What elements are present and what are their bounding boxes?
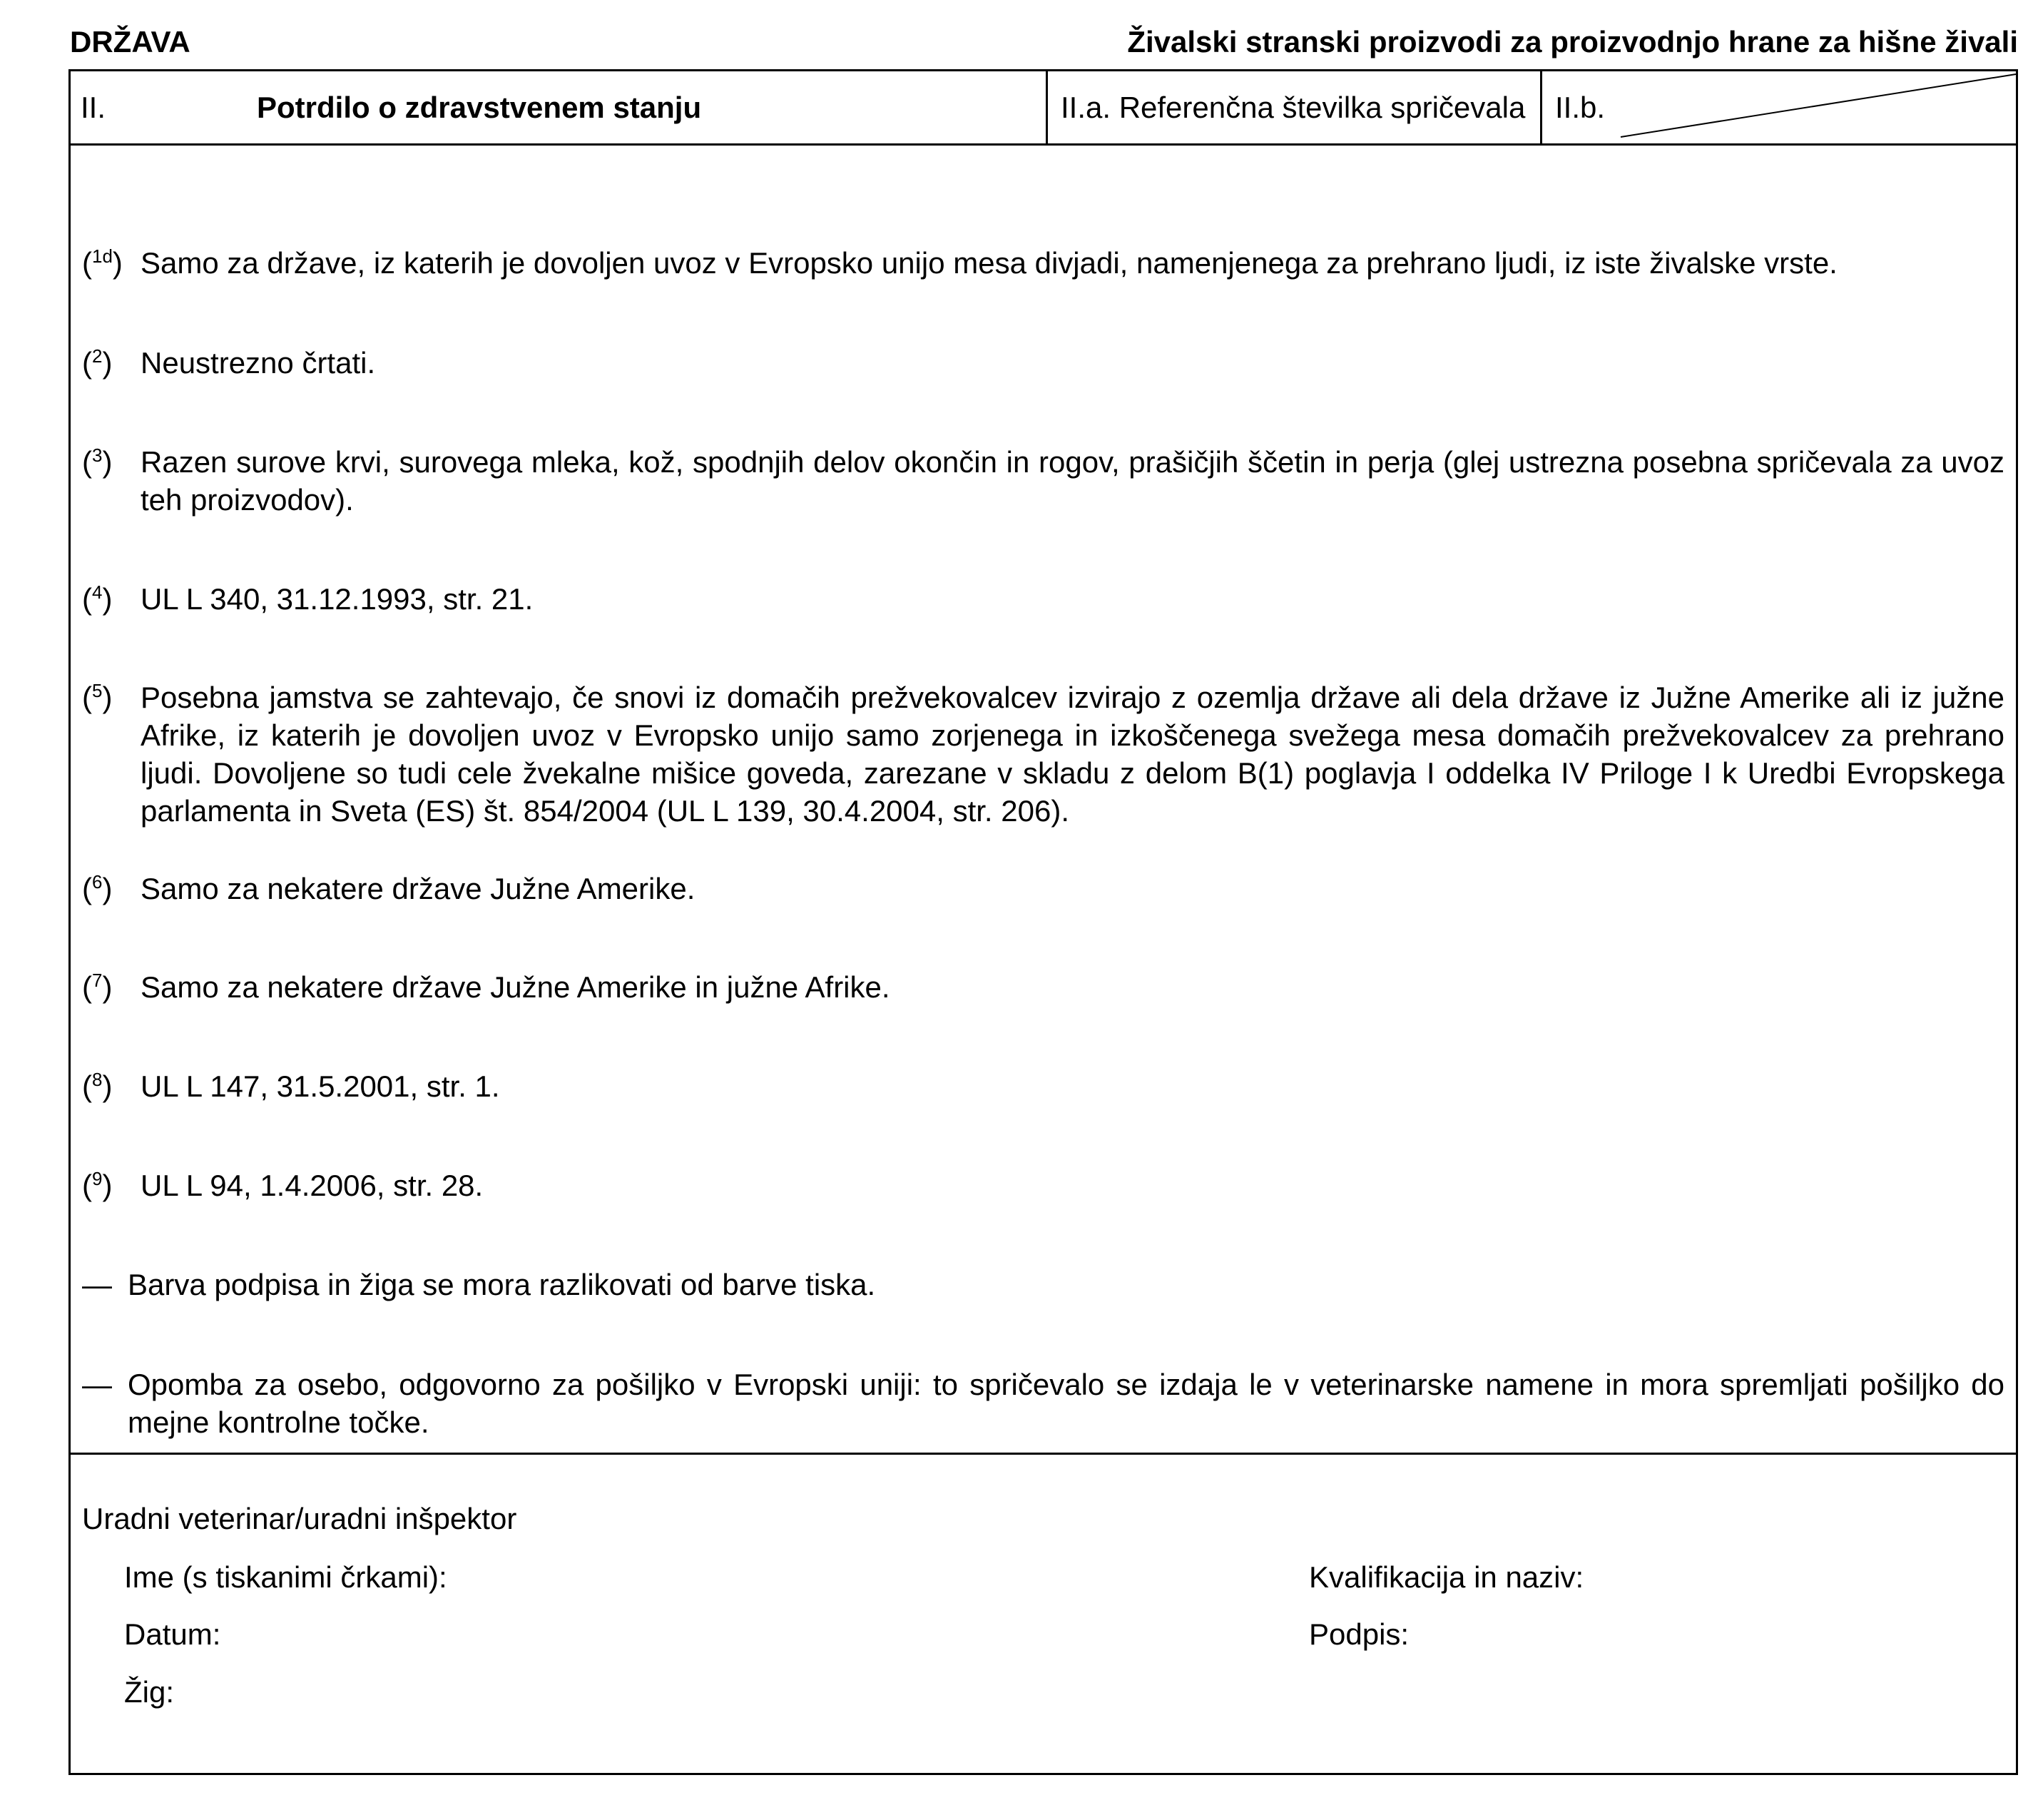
name-label: Ime (s tiskanimi črkami): bbox=[124, 1560, 447, 1594]
official-label: Uradni veterinar/uradni inšpektor bbox=[82, 1502, 517, 1535]
footnote: ($^7$) Samo za nekatere države Južne Amerike in južne Afrike. bbox=[82, 970, 890, 1004]
footnote: ($^3$) Razen surove krvi, surovega mleka, kož, spodnjih delov okončin in rogov, prašičjih ščetin in perja (glej ustrezna posebna spričevala za uvoz teh proizvodov). bbox=[82, 444, 2004, 517]
section-number: II. bbox=[81, 91, 106, 124]
footnotes-section bbox=[71, 146, 2016, 1455]
footnote: ($^9$) UL L 94, 1.4.2006, str. 28. bbox=[82, 1168, 484, 1202]
stamp-label: Žig: bbox=[124, 1675, 175, 1709]
reference-b-cell bbox=[1542, 71, 2016, 143]
footnote: ($^8$) UL L 147, 31.5.2001, str. 1. bbox=[82, 1069, 500, 1103]
diagonal-line bbox=[1542, 71, 2017, 143]
section-title-cell bbox=[71, 71, 1048, 143]
footnote: ($^2$) Neustrezno črtati. bbox=[82, 345, 376, 380]
qualification-label: Kvalifikacija in naziv: bbox=[1309, 1560, 1584, 1594]
section-header bbox=[71, 71, 2016, 146]
signature-section bbox=[71, 1457, 2016, 1775]
reference-number-cell bbox=[1048, 71, 1542, 143]
signature-label: Podpis: bbox=[1309, 1617, 1410, 1651]
certificate-frame bbox=[68, 69, 2018, 1775]
dash-note: — Opomba za osebo, odgovorno za pošiljko v Evropski uniji: to spričevalo se izdaja le v veterinarske namene in mora spremljati pošiljko do mejne kontrolne točke. bbox=[82, 1368, 2004, 1439]
certificate-title: Živalski stranski proizvodi za proizvodnjo hrane za hišne živali bbox=[1127, 25, 2018, 59]
date-label: Datum: bbox=[124, 1617, 221, 1651]
reference-b-label: II.b. bbox=[1555, 91, 1606, 124]
section-title: Potrdilo o zdravstvenem stanju bbox=[257, 91, 702, 124]
footnote: ($^{1d}$) Samo za države, iz katerih je dovoljen uvoz v Evropsko unijo mesa divjadi, namenjenega za prehrano ljudi, iz iste živalske vrste. bbox=[82, 245, 1838, 280]
dash-note: — Barva podpisa in žiga se mora razlikovati od barve tiska. bbox=[82, 1268, 876, 1301]
reference-number-label: II.a. Referenčna številka spričevala bbox=[1061, 91, 1526, 124]
footnote: ($^5$) Posebna jamstva se zahtevajo, če snovi iz domačih prežvekovalcev izvirajo z ozemlja države ali dela države iz Južne Amerike ali iz južne Afrike, iz katerih je dovoljen uvoz v Evropsko unijo samo zorjenega in izkoščenega svežega mesa domačih prežvekovalcev za prehrano ljudi. Dovoljene so tudi cele žvekalne mišice goveda, zarezane v skladu z delom B(1) poglavja I oddelka IV Priloge I k Uredbi Evropskega parlamenta in Sveta (ES) št. 854/2004 (UL L 139, 30.4.2004, str. 206). bbox=[82, 680, 2004, 828]
footnote: ($^6$) Samo za nekatere države Južne Amerike. bbox=[82, 871, 695, 905]
footnote: ($^4$) UL L 340, 31.12.1993, str. 21. bbox=[82, 581, 534, 616]
country-label: DRŽAVA bbox=[70, 25, 190, 59]
